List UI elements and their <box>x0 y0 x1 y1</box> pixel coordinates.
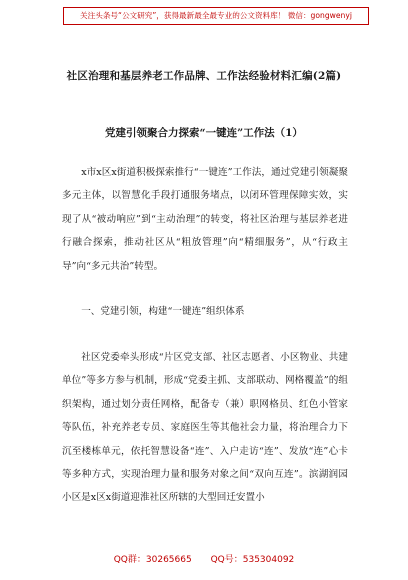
header-banner: 关注头条号“公文研究”，获得最新最全最专业的公文资料库！ 微信：gongwenyj <box>63 7 369 25</box>
document-title: 社区治理和基层养老工作品牌、工作法经验材料汇编(2篇) <box>66 70 342 82</box>
paragraph-body-1: 社区党委牵头形成“片区党支部、社区志愿者、小区物业、共建单位”等多方参与机制，形成“党委主抓、支部联动、网格覆盖”的组织架构，通过划分责任网格，配备专（兼）职网格员、红色小管家等队伍，补充养老专员、家庭医生等其他社会力量，将治理合力下沉至楼栋单元，依托智慧设备“连”、入户走访“连”、发放“连”心卡等多种方式，实现治理力量和服务对象之间“双向互连”。滨湖润园小区是x区x街道迎淮社区所辖的大型回迁安置小 <box>62 352 348 504</box>
paragraph-heading-1: 一、党建引领，构建“一键连”组织体系 <box>81 306 245 317</box>
footer-contact <box>0 552 408 565</box>
section-title: 党建引领聚合力探索“一键连”工作法（1） <box>105 127 303 139</box>
footer-qq-number: QQ号：535304092 <box>210 555 295 565</box>
paragraph-intro: x市x区x街道积极探索推行“一键连”工作法，通过党建引领凝聚多元主体，以智慧化手段打通服务堵点，以闭环管理保障实效，实现了从“被动响应”到“主动治理”的转变，将社区治理与基层养老进行融合探索，推动社区从“粗放管理”向“精细服务”，从“行政主导”向“多元共治”转型。 <box>62 167 348 272</box>
footer-qq-group: QQ群：30265665 <box>113 555 192 565</box>
